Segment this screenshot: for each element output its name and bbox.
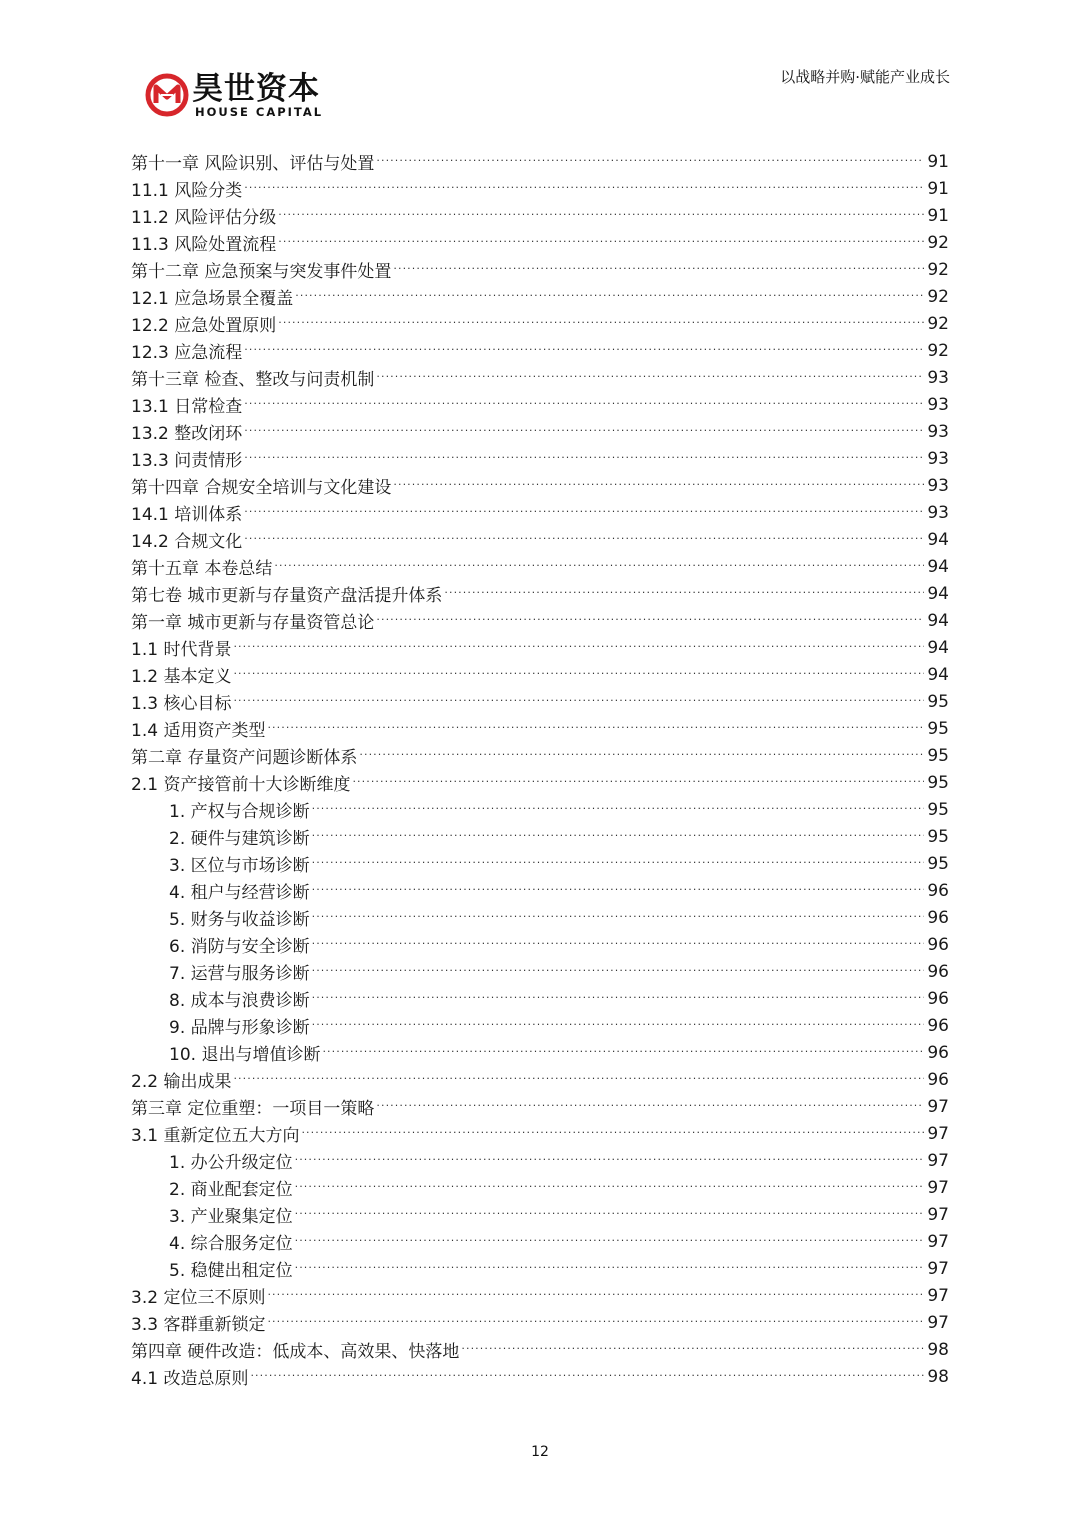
toc-entry-page: 95 <box>927 853 949 874</box>
toc-dot-leader <box>233 688 924 715</box>
toc-entry-title: 1.1 时代背景 <box>131 640 232 660</box>
toc-dot-leader <box>312 931 925 958</box>
toc-entry-page: 95 <box>927 826 949 847</box>
toc-entry-title: 13.1 日常检查 <box>131 397 243 417</box>
toc-entry-title: 7. 运营与服务诊断 <box>169 964 310 984</box>
toc-entry-page: 96 <box>927 907 949 928</box>
toc-entry[interactable] <box>131 1147 949 1174</box>
toc-entry-title: 3.2 定位三不原则 <box>131 1288 266 1308</box>
toc-dot-leader <box>278 202 924 229</box>
toc-entry-title: 3.1 重新定位五大方向 <box>131 1126 300 1146</box>
toc-dot-leader <box>295 1201 925 1228</box>
toc-entry-page: 96 <box>927 1069 949 1090</box>
toc-entry-title: 12.3 应急流程 <box>131 343 243 363</box>
toc-dot-leader <box>267 1282 924 1309</box>
toc-dot-leader <box>461 1336 924 1363</box>
toc-entry[interactable] <box>131 364 949 391</box>
toc-entry-title: 第十五章 本卷总结 <box>131 559 273 579</box>
toc-entry-title: 13.2 整改闭环 <box>131 424 243 444</box>
toc-dot-leader <box>312 877 925 904</box>
toc-entry[interactable] <box>131 1228 949 1255</box>
toc-dot-leader <box>244 175 924 202</box>
toc-entry[interactable] <box>131 337 949 364</box>
toc-dot-leader <box>312 823 925 850</box>
toc-dot-leader <box>312 958 925 985</box>
toc-entry-title: 第十三章 检查、整改与问责机制 <box>131 370 375 390</box>
toc-entry-page: 95 <box>927 691 949 712</box>
toc-entry-page: 96 <box>927 1042 949 1063</box>
toc-entry-title: 1.2 基本定义 <box>131 667 232 687</box>
toc-entry-title: 第一章 城市更新与存量资管总论 <box>131 613 375 633</box>
toc-entry[interactable] <box>131 1012 949 1039</box>
toc-entry-title: 2.1 资产接管前十大诊断维度 <box>131 775 351 795</box>
toc-entry-page: 97 <box>927 1096 949 1117</box>
toc-dot-leader <box>312 985 925 1012</box>
toc-entry[interactable] <box>131 526 949 553</box>
toc-dot-leader <box>376 1093 924 1120</box>
toc-entry-page: 95 <box>927 799 949 820</box>
toc-entry-title: 第七卷 城市更新与存量资产盘活提升体系 <box>131 586 443 606</box>
toc-entry[interactable] <box>131 418 949 445</box>
toc-dot-leader <box>312 796 925 823</box>
toc-dot-leader <box>233 1066 924 1093</box>
toc-entry[interactable] <box>131 148 949 175</box>
page-number: 12 <box>531 1444 549 1460</box>
toc-entry[interactable] <box>131 634 949 661</box>
toc-entry[interactable] <box>131 580 949 607</box>
toc-dot-leader <box>295 1174 925 1201</box>
toc-entry[interactable] <box>131 229 949 256</box>
toc-dot-leader <box>233 634 924 661</box>
toc-entry-title: 第二章 存量资产问题诊断体系 <box>131 748 358 768</box>
toc-entry-page: 93 <box>927 394 949 415</box>
toc-entry-title: 11.1 风险分类 <box>131 181 243 201</box>
toc-entry-page: 97 <box>927 1177 949 1198</box>
toc-entry-title: 第十四章 合规安全培训与文化建设 <box>131 478 392 498</box>
toc-entry-title: 5. 财务与收益诊断 <box>169 910 310 930</box>
toc-entry-title: 13.3 问责情形 <box>131 451 243 471</box>
toc-entry-title: 4. 租户与经营诊断 <box>169 883 310 903</box>
toc-entry-page: 97 <box>927 1258 949 1279</box>
toc-dot-leader <box>393 472 924 499</box>
toc-entry[interactable] <box>131 904 949 931</box>
toc-entry[interactable] <box>131 1201 949 1228</box>
toc-entry-page: 94 <box>927 529 949 550</box>
toc-entry-title: 9. 品牌与形象诊断 <box>169 1018 310 1038</box>
toc-dot-leader <box>295 1228 925 1255</box>
toc-entry[interactable] <box>131 688 949 715</box>
toc-dot-leader <box>274 553 924 580</box>
toc-dot-leader <box>244 418 924 445</box>
toc-entry[interactable] <box>131 607 949 634</box>
toc-entry-title: 1.4 适用资产类型 <box>131 721 266 741</box>
toc-entry-page: 94 <box>927 583 949 604</box>
toc-entry-page: 94 <box>927 637 949 658</box>
toc-entry-page: 93 <box>927 421 949 442</box>
toc-dot-leader <box>295 1255 925 1282</box>
toc-dot-leader <box>244 445 924 472</box>
toc-entry[interactable] <box>131 1039 949 1066</box>
toc-entry-title: 6. 消防与安全诊断 <box>169 937 310 957</box>
toc-entry-title: 2. 硬件与建筑诊断 <box>169 829 310 849</box>
toc-entry-page: 92 <box>927 313 949 334</box>
toc-entry-page: 93 <box>927 367 949 388</box>
toc-entry-page: 97 <box>927 1150 949 1171</box>
toc-dot-leader <box>278 229 924 256</box>
toc-entry-page: 96 <box>927 880 949 901</box>
toc-entry-page: 95 <box>927 718 949 739</box>
toc-entry-title: 第四章 硬件改造：低成本、高效果、快落地 <box>131 1342 460 1362</box>
toc-entry-page: 92 <box>927 286 949 307</box>
toc-entry[interactable] <box>131 1174 949 1201</box>
toc-dot-leader <box>312 904 925 931</box>
toc-dot-leader <box>359 742 924 769</box>
toc-entry-page: 91 <box>927 151 949 172</box>
toc-entry-title: 1.3 核心目标 <box>131 694 232 714</box>
toc-entry-page: 93 <box>927 475 949 496</box>
page-header <box>0 0 1080 140</box>
toc-dot-leader <box>322 1039 924 1066</box>
toc-entry-page: 98 <box>927 1339 949 1360</box>
toc-entry[interactable] <box>131 391 949 418</box>
toc-entry-page: 91 <box>927 178 949 199</box>
toc-entry-page: 96 <box>927 934 949 955</box>
toc-entry-page: 96 <box>927 988 949 1009</box>
toc-entry[interactable] <box>131 1066 949 1093</box>
toc-dot-leader <box>376 607 924 634</box>
table-of-contents <box>131 148 949 1390</box>
toc-entry-title: 11.3 风险处置流程 <box>131 235 277 255</box>
toc-entry-page: 95 <box>927 745 949 766</box>
toc-dot-leader <box>250 1363 924 1390</box>
toc-entry-title: 1. 办公升级定位 <box>169 1153 293 1173</box>
toc-entry[interactable] <box>131 877 949 904</box>
logo-english-name: HOUSE CAPITAL <box>195 105 324 119</box>
toc-entry-page: 93 <box>927 502 949 523</box>
toc-dot-leader <box>376 364 924 391</box>
header-slogan: 以战略并购·赋能产业成长 <box>780 68 950 86</box>
toc-entry-title: 3. 产业聚集定位 <box>169 1207 293 1227</box>
logo-emblem-icon <box>145 73 189 117</box>
toc-entry[interactable] <box>131 1255 949 1282</box>
toc-entry-page: 92 <box>927 232 949 253</box>
toc-dot-leader <box>244 337 924 364</box>
toc-entry[interactable] <box>131 850 949 877</box>
toc-dot-leader <box>244 526 924 553</box>
toc-entry-page: 97 <box>927 1231 949 1252</box>
toc-entry-page: 97 <box>927 1204 949 1225</box>
toc-entry-title: 3. 区位与市场诊断 <box>169 856 310 876</box>
toc-entry-page: 96 <box>927 961 949 982</box>
toc-entry[interactable] <box>131 823 949 850</box>
toc-entry[interactable] <box>131 283 949 310</box>
toc-dot-leader <box>312 1012 925 1039</box>
toc-entry-title: 12.1 应急场景全覆盖 <box>131 289 294 309</box>
toc-entry[interactable] <box>131 202 949 229</box>
toc-entry[interactable] <box>131 715 949 742</box>
toc-dot-leader <box>267 1309 924 1336</box>
toc-entry-page: 94 <box>927 556 949 577</box>
toc-dot-leader <box>295 283 924 310</box>
toc-entry-title: 4.1 改造总原则 <box>131 1369 249 1389</box>
toc-dot-leader <box>233 661 924 688</box>
toc-entry[interactable] <box>131 256 949 283</box>
logo-chinese-name: 昊世资本 <box>192 71 320 107</box>
toc-entry-page: 95 <box>927 772 949 793</box>
toc-entry-page: 93 <box>927 448 949 469</box>
toc-dot-leader <box>376 148 924 175</box>
toc-dot-leader <box>244 499 924 526</box>
toc-entry-title: 4. 综合服务定位 <box>169 1234 293 1254</box>
toc-dot-leader <box>267 715 924 742</box>
toc-entry-title: 第十二章 应急预案与突发事件处置 <box>131 262 392 282</box>
toc-entry-title: 第十一章 风险识别、评估与处置 <box>131 154 375 174</box>
toc-entry[interactable] <box>131 796 949 823</box>
toc-entry-page: 96 <box>927 1015 949 1036</box>
toc-entry-page: 97 <box>927 1123 949 1144</box>
toc-entry-title: 2. 商业配套定位 <box>169 1180 293 1200</box>
toc-entry-title: 10. 退出与增值诊断 <box>169 1045 321 1065</box>
toc-entry-title: 1. 产权与合规诊断 <box>169 802 310 822</box>
toc-entry[interactable] <box>131 661 949 688</box>
toc-entry-title: 14.2 合规文化 <box>131 532 243 552</box>
toc-entry-page: 97 <box>927 1312 949 1333</box>
toc-dot-leader <box>352 769 924 796</box>
toc-entry[interactable] <box>131 553 949 580</box>
toc-entry-title: 11.2 风险评估分级 <box>131 208 277 228</box>
toc-entry[interactable] <box>131 1363 949 1390</box>
toc-entry-title: 5. 稳健出租定位 <box>169 1261 293 1281</box>
toc-entry[interactable] <box>131 1336 949 1363</box>
toc-dot-leader <box>278 310 924 337</box>
toc-entry[interactable] <box>131 310 949 337</box>
toc-entry-page: 98 <box>927 1366 949 1387</box>
toc-entry[interactable] <box>131 499 949 526</box>
toc-entry[interactable] <box>131 175 949 202</box>
toc-entry-page: 92 <box>927 259 949 280</box>
toc-entry[interactable] <box>131 1120 949 1147</box>
toc-entry-title: 2.2 输出成果 <box>131 1072 232 1092</box>
toc-dot-leader <box>312 850 925 877</box>
toc-entry-page: 94 <box>927 610 949 631</box>
toc-entry[interactable] <box>131 931 949 958</box>
toc-dot-leader <box>393 256 924 283</box>
toc-dot-leader <box>295 1147 925 1174</box>
toc-entry-title: 14.1 培训体系 <box>131 505 243 525</box>
toc-entry-title: 8. 成本与浪费诊断 <box>169 991 310 1011</box>
toc-entry[interactable] <box>131 472 949 499</box>
toc-entry-page: 92 <box>927 340 949 361</box>
toc-entry[interactable] <box>131 742 949 769</box>
toc-entry[interactable] <box>131 769 949 796</box>
toc-entry-page: 97 <box>927 1285 949 1306</box>
toc-entry-title: 3.3 客群重新锁定 <box>131 1315 266 1335</box>
toc-entry[interactable] <box>131 985 949 1012</box>
toc-dot-leader <box>301 1120 924 1147</box>
toc-entry[interactable] <box>131 1282 949 1309</box>
toc-entry-title: 第三章 定位重塑：一项目一策略 <box>131 1099 375 1119</box>
toc-dot-leader <box>244 391 924 418</box>
toc-entry[interactable] <box>131 1309 949 1336</box>
toc-entry[interactable] <box>131 445 949 472</box>
toc-entry-page: 94 <box>927 664 949 685</box>
toc-entry[interactable] <box>131 958 949 985</box>
toc-entry-title: 12.2 应急处置原则 <box>131 316 277 336</box>
toc-entry-page: 91 <box>927 205 949 226</box>
toc-entry[interactable] <box>131 1093 949 1120</box>
toc-dot-leader <box>444 580 924 607</box>
